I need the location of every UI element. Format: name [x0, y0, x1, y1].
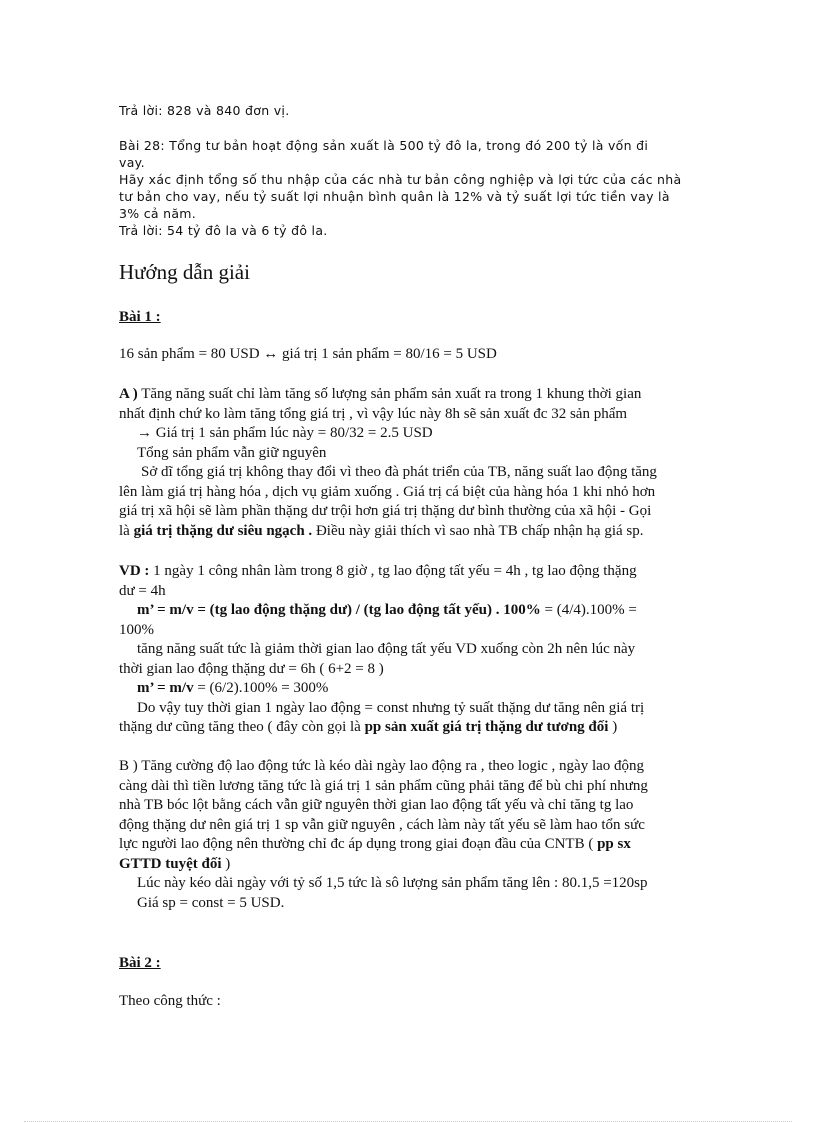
example-line-3: tăng năng suất tức là giảm thời gian lao động tất yếu VD xuống còn 2h nên lúc này: [137, 641, 636, 657]
example-line-2: dư = 4h: [119, 582, 166, 599]
formula-2-result: = (6/2).100% = 300%: [193, 680, 329, 696]
part-a-line-5: Sở dĩ tổng giá trị không thay đổi vì theo đà phát triển của TB, năng suất lao động tăng: [141, 464, 657, 480]
part-b-line-6-post: ): [221, 855, 231, 872]
problem-28-line-3: Hãy xác định tổng số thu nhập của các nhà tư bản công nghiệp và lợi tức của các nhà: [119, 172, 682, 187]
example-line-5: Do vậy tuy thời gian 1 ngày lao động = const nhưng tỷ suất thặng dư tăng nên giá trị: [137, 699, 645, 716]
example-label: VD :: [119, 563, 150, 579]
problem-28-line-2: vay.: [119, 155, 145, 170]
answer-28: Trả lời: 54 tỷ đô la và 6 tỷ đô la.: [119, 223, 328, 238]
problem-28-line-5: 3% cả năm.: [119, 206, 197, 221]
part-b-line-6: [119, 855, 704, 875]
bai-1-intro: 16 sản phẩm = 80 USD ↔ giá trị 1 sản phẩm = 80/16 = 5 USD: [119, 346, 497, 362]
part-b-line-5: [119, 835, 704, 855]
part-a: [119, 385, 704, 541]
part-b-line-8: Giá sp = const = 5 USD.: [137, 894, 285, 911]
part-a-line-2: nhất định chứ ko làm tăng tổng giá trị , vì vậy lúc này 8h sẽ sản xuất đc 32 sản phẩm: [119, 405, 628, 422]
part-b-line-7: Lúc này kéo dài ngày với tỷ số 1,5 tức là sô lượng sản phẩm tăng lên : 80.1,5 =120sp: [137, 875, 648, 891]
part-a-line-8: [119, 522, 704, 542]
formula-2-bold: m’ = m/v: [137, 680, 194, 696]
example-line-6-pre: thặng dư cũng tăng theo ( đây còn gọi là: [119, 719, 365, 735]
formula-2: [119, 679, 704, 699]
part-a-line-1: [119, 385, 704, 405]
formula-1-line-2: 100%: [119, 621, 154, 638]
answer-27: Trả lời: 828 và 840 đơn vị.: [119, 103, 290, 118]
part-b-line-5-bold: pp sx: [597, 836, 631, 852]
formula-1-result: = (4/4).100% =: [540, 602, 637, 618]
formula-1-bold: m’ = m/v = (tg lao động thặng dư) / (tg lao động tất yếu) . 100%: [137, 602, 541, 618]
example-line-4: thời gian lao động thặng dư = 6h ( 6+2 = 8 ): [119, 660, 384, 677]
example-line-1: [119, 562, 704, 582]
part-a-line-4: Tổng sản phẩm vẫn giữ nguyên: [137, 444, 327, 461]
part-a-line-3: → Giá trị 1 sản phẩm lúc này = 80/32 = 2.5 USD: [137, 425, 433, 441]
part-a-line-8-pre: là: [119, 522, 134, 539]
example-block: [119, 562, 704, 738]
example-line-1-text: 1 ngày 1 công nhân làm trong 8 giờ , tg lao động tất yếu = 4h , tg lao động thặng: [149, 563, 637, 579]
part-a-line-1-text: Tăng năng suất chỉ làm tăng số lượng sản phẩm sản xuất ra trong 1 khung thời gian: [137, 386, 642, 402]
part-b-line-6-bold: GTTD tuyệt đối: [119, 855, 222, 872]
bai-2-title: Bài 2 :: [119, 955, 161, 971]
problem-28-line-1: Bài 28: Tổng tư bản hoạt động sản xuất là 500 tỷ đô la, trong đó 200 tỷ là vốn đi: [119, 138, 649, 153]
part-a-label: A ): [119, 386, 138, 402]
part-b-line-5-pre: lực người lao động nên thường chỉ đc áp dụng trong giai đoạn đầu của CNTB (: [119, 836, 598, 852]
example-line-6: [119, 718, 704, 738]
part-b-line-4: động thặng dư nên giá trị 1 sp vẫn giữ nguyên , cách làm này tất yếu sẽ làm hao tổn sức: [119, 816, 645, 833]
part-a-line-6: lên làm giá trị hàng hóa , dịch vụ giảm xuống . Giá trị cá biệt của hàng hóa 1 khi nhỏ hơn: [119, 483, 656, 500]
section-heading: Hướng dẫn giải: [119, 260, 250, 284]
page-bottom-divider: [24, 1121, 792, 1122]
part-a-line-8-post: Điều này giải thích vì sao nhà TB chấp nhận hạ giá sp.: [312, 522, 644, 539]
part-b-line-1: B ) Tăng cường độ lao động tức là kéo dài ngày lao động ra , theo logic , ngày lao động: [119, 758, 645, 774]
formula-1: [119, 601, 704, 621]
part-a-line-8-bold: giá trị thặng dư siêu ngạch .: [133, 522, 313, 539]
part-b: [119, 757, 704, 913]
problem-28: [119, 137, 704, 239]
problem-28-line-4: tư bản cho vay, nếu tỷ suất lợi nhuận bình quân là 12% và tỷ suất lợi tức tiền vay là: [119, 189, 670, 204]
example-line-6-bold: pp sản xuất giá trị thặng dư tương đối: [364, 719, 609, 735]
bai-1-title: Bài 1 :: [119, 309, 161, 325]
part-b-line-3: nhà TB bóc lột bằng cách vẫn giữ nguyên thời gian lao động tất yếu và chỉ tăng tg lao: [119, 797, 634, 813]
part-b-line-2: càng dài thì tiền lương tăng tức là giá trị 1 sản phẩm cũng phải tăng để bù chi phí nhưng: [119, 777, 648, 794]
bai-2-text: Theo công thức :: [119, 993, 221, 1009]
part-a-line-7: giá trị xã hội sẽ làm phần thặng dư trội hơn giá trị thặng dư bình thường của xã hội - Gọi: [119, 503, 652, 519]
example-line-6-post: ): [608, 719, 618, 735]
